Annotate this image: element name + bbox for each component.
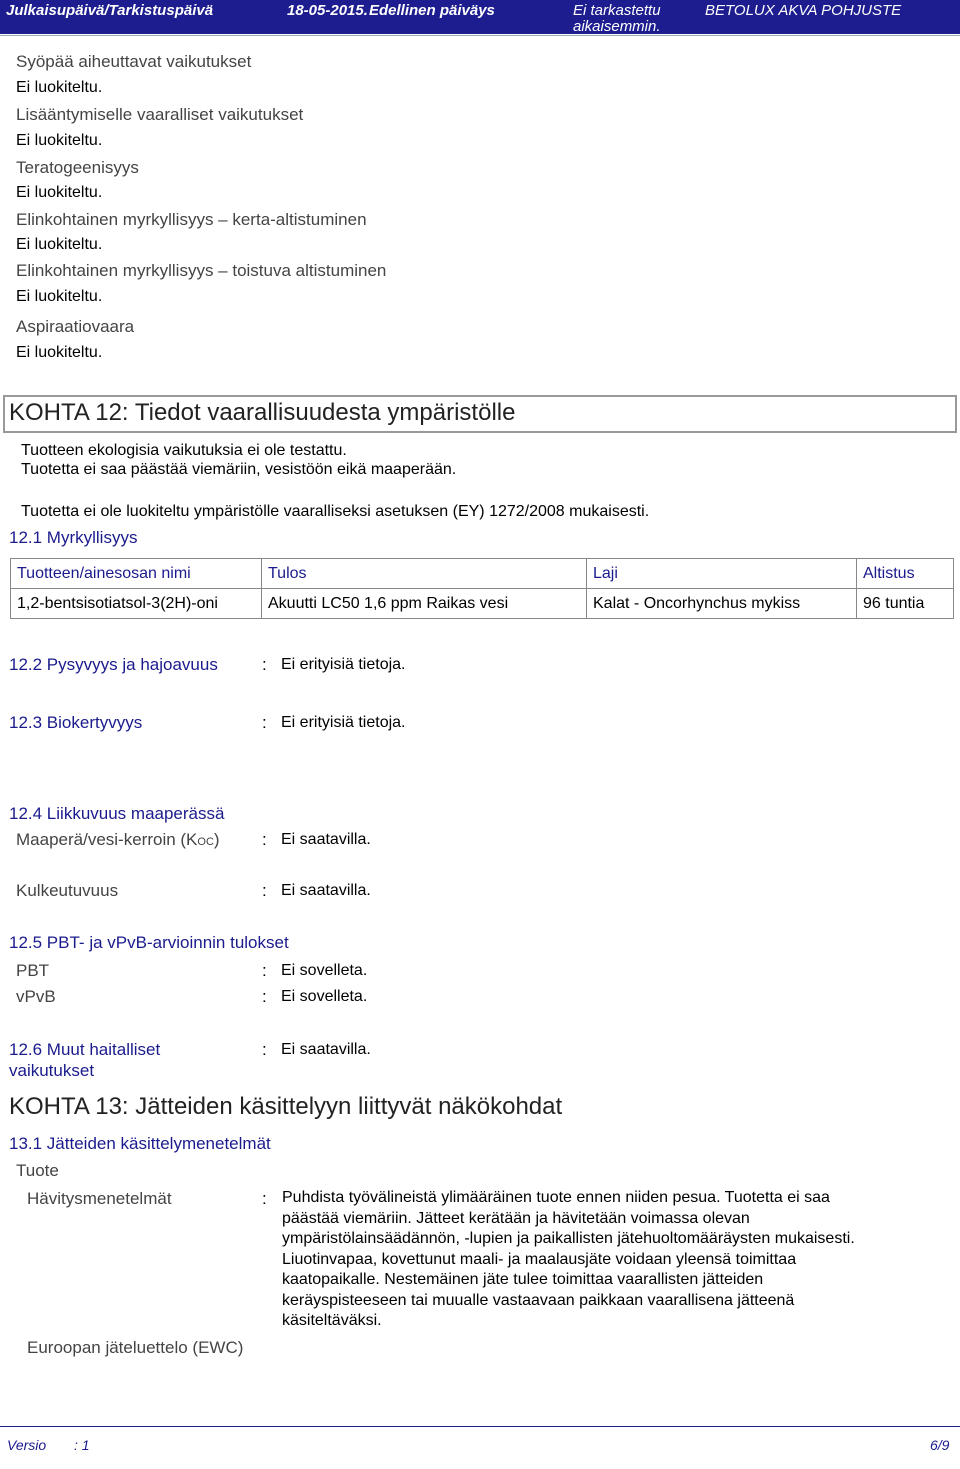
subsection-12-4-title: 12.4 Liikkuvuus maaperässä	[9, 804, 225, 823]
subsection-12-5-title: 12.5 PBT- ja vPvB-arvioinnin tulokset	[9, 933, 289, 952]
colon: :	[262, 713, 267, 732]
pbt-label: PBT	[16, 961, 50, 980]
colon: :	[262, 961, 267, 980]
table-cell: 96 tuntia	[857, 589, 954, 619]
disposal-text-line: keräyspisteeseen tai muualle vastaavaan paikkaan vaarallisena jätteenä	[282, 1292, 795, 1309]
tox-title-aspiration: Aspiraatiovaara	[16, 317, 135, 336]
vpvb-value: Ei sovelleta.	[281, 988, 368, 1005]
tox-value-aspiration: Ei luokiteltu.	[16, 344, 103, 361]
previous-date-label: Edellinen päiväys	[369, 2, 495, 19]
eco-text-2: Tuotetta ei saa päästää viemäriin, vesistöön eikä maaperään.	[21, 461, 457, 478]
koc-label-text: Maaperä/vesi-kerroin (K	[16, 830, 198, 849]
subsection-13-1-title: 13.1 Jätteiden käsittelymenetelmät	[9, 1134, 271, 1153]
vpvb-label: vPvB	[16, 987, 56, 1006]
page-header	[0, 0, 960, 34]
disposal-text-line: ympäristölainsäädännön, -lupien ja paikallisten jätehuoltomääräysten mukaisesti.	[282, 1230, 855, 1247]
table-header-row	[11, 559, 954, 589]
date-value: 18-05-2015.	[287, 2, 368, 19]
tox-value-teratogenicity: Ei luokiteltu.	[16, 184, 103, 201]
not-checked-text-2: aikaisemmin.	[573, 18, 661, 35]
page-number: 6/9	[930, 1437, 950, 1453]
tox-title-teratogenicity: Teratogeenisyys	[16, 158, 139, 177]
pbt-value: Ei sovelleta.	[281, 962, 368, 979]
subsection-12-1-title: 12.1 Myrkyllisyys	[9, 528, 138, 547]
colon: :	[262, 881, 267, 900]
other-effects-value: Ei saatavilla.	[281, 1041, 371, 1058]
header-divider	[0, 35, 960, 36]
koc-label-close: )	[213, 830, 220, 849]
section-12-title: KOHTA 12: Tiedot vaarallisuudesta ympäristölle	[9, 399, 516, 426]
product-label: Tuote	[16, 1161, 59, 1180]
table-cell: Kalat - Oncorhynchus mykiss	[587, 589, 857, 619]
not-checked-text: Ei tarkastettu	[573, 2, 661, 19]
tox-title-carcinogenicity: Syöpää aiheuttavat vaikutukset	[16, 52, 252, 71]
colon: :	[262, 655, 267, 674]
colon: :	[262, 830, 267, 849]
tox-title-stot-repeated: Elinkohtainen myrkyllisyys – toistuva altistuminen	[16, 261, 387, 280]
table-header: Tulos	[262, 559, 587, 589]
colon: :	[262, 987, 267, 1006]
tox-value-stot-repeated: Ei luokiteltu.	[16, 288, 103, 305]
mobility-label: Kulkeutuvuus	[16, 881, 119, 900]
footer-divider	[0, 1426, 960, 1427]
colon: :	[262, 1040, 267, 1059]
table-header: Laji	[587, 559, 857, 589]
tox-title-stot-single: Elinkohtainen myrkyllisyys – kerta-altistuminen	[16, 210, 367, 229]
disposal-label: Hävitysmenetelmät	[27, 1189, 172, 1208]
koc-subscript: OC	[197, 836, 214, 848]
version-value: : 1	[74, 1437, 90, 1453]
toxicity-table	[10, 558, 954, 619]
persistence-value: Ei erityisiä tietoja.	[281, 656, 406, 673]
table-cell: Akuutti LC50 1,6 ppm Raikas vesi	[262, 589, 587, 619]
tox-value-carcinogenicity: Ei luokiteltu.	[16, 79, 103, 96]
disposal-text-line: Liuotinvapaa, kovettunut maali- ja maalausjäte voidaan yleensä toimittaa	[282, 1251, 797, 1268]
tox-value-reproductive: Ei luokiteltu.	[16, 132, 103, 149]
disposal-text-line: Puhdista työvälineistä ylimääräinen tuote ennen niiden pesua. Tuotetta ei saa	[282, 1189, 830, 1206]
table-header: Tuotteen/ainesosan nimi	[11, 559, 262, 589]
disposal-text-line: kaatopaikalle. Nestemäinen jäte tulee toimittaa vaarallisten jätteiden	[282, 1271, 764, 1288]
product-name: BETOLUX AKVA POHJUSTE	[705, 2, 902, 19]
koc-value: Ei saatavilla.	[281, 831, 371, 848]
table-cell: 1,2-bentsisotiatsol-3(2H)-oni	[11, 589, 262, 619]
subsection-12-3-title: 12.3 Biokertyvyys	[9, 713, 143, 732]
disposal-text-line: käsiteltäväksi.	[282, 1312, 382, 1329]
subsection-12-6-title-2: vaikutukset	[9, 1061, 95, 1080]
ewc-label: Euroopan jäteluettelo (EWC)	[27, 1338, 244, 1357]
tox-value-stot-single: Ei luokiteltu.	[16, 236, 103, 253]
bioaccumulation-value: Ei erityisiä tietoja.	[281, 714, 406, 731]
subsection-12-6-title: 12.6 Muut haitalliset	[9, 1040, 161, 1059]
koc-label	[16, 830, 220, 850]
date-label: Julkaisupäivä/Tarkistuspäivä	[6, 2, 214, 19]
disposal-text-line: päästää viemäriin. Jätteet kerätään ja hävitetään voimassa olevan	[282, 1210, 750, 1227]
tox-title-reproductive: Lisääntymiselle vaaralliset vaikutukset	[16, 105, 304, 124]
eco-text-1: Tuotteen ekologisia vaikutuksia ei ole testattu.	[21, 442, 347, 459]
mobility-value: Ei saatavilla.	[281, 882, 371, 899]
table-row	[11, 589, 954, 619]
table-header: Altistus	[857, 559, 954, 589]
section-13-title: KOHTA 13: Jätteiden käsittelyyn liittyvät näkökohdat	[9, 1093, 563, 1120]
colon: :	[262, 1189, 267, 1208]
version-label: Versio	[7, 1437, 47, 1453]
eco-text-3: Tuotetta ei ole luokiteltu ympäristölle vaaralliseksi asetuksen (EY) 1272/2008 mukaisesti.	[21, 503, 650, 520]
subsection-12-2-title: 12.2 Pysyvyys ja hajoavuus	[9, 655, 218, 674]
